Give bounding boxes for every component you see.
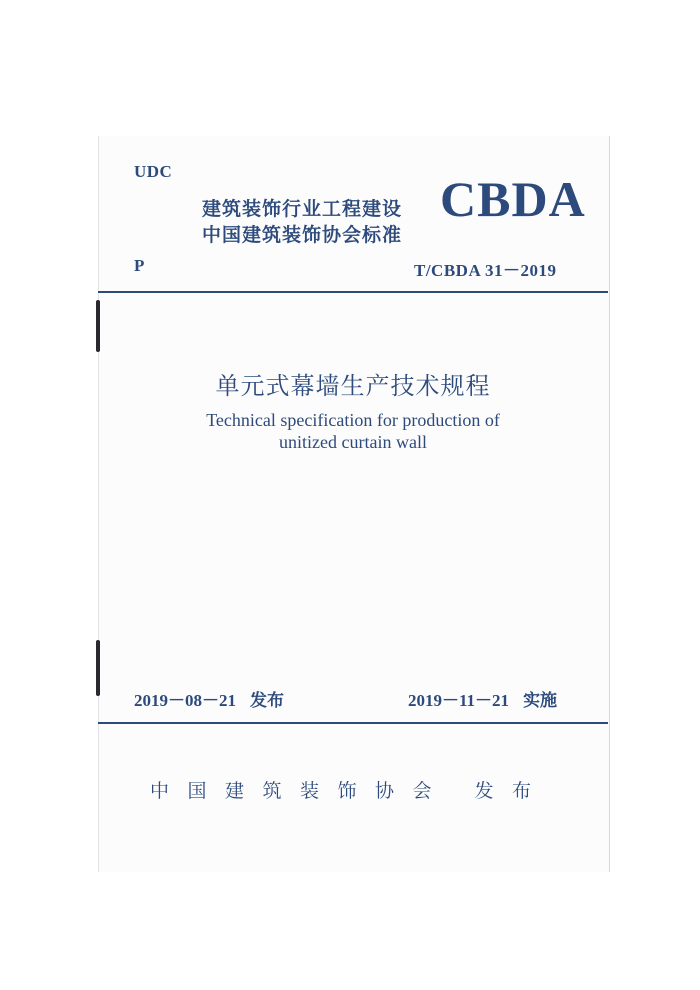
org-line-2: 中国建筑装饰协会标准	[202, 224, 403, 246]
title-english-line-1: Technical specification for production of	[206, 410, 500, 430]
footer-rule	[98, 722, 608, 724]
org-line-1: 建筑装饰行业工程建设	[202, 198, 403, 220]
implement-date: 2019－11－21	[408, 691, 510, 710]
classification-code: P	[134, 256, 145, 275]
standard-number: T/CBDA 31－2019	[414, 261, 557, 280]
udc-label: UDC	[134, 162, 173, 181]
implement-label: 实施	[523, 691, 558, 711]
issue-date: 2019－08－21	[134, 691, 236, 710]
publisher-line: 中国建筑装饰协会 发布	[150, 780, 550, 802]
binding-mark-bottom	[96, 640, 100, 696]
issue-date-block	[134, 686, 284, 711]
cbda-logo: CBDA	[440, 171, 586, 227]
implement-date-block	[408, 686, 557, 711]
issue-label: 发布	[250, 691, 284, 711]
title-chinese: 单元式幕墙生产技术规程	[215, 372, 491, 400]
binding-mark-top	[96, 300, 100, 352]
title-english-line-2: unitized curtain wall	[279, 432, 427, 452]
header-rule	[98, 291, 608, 293]
